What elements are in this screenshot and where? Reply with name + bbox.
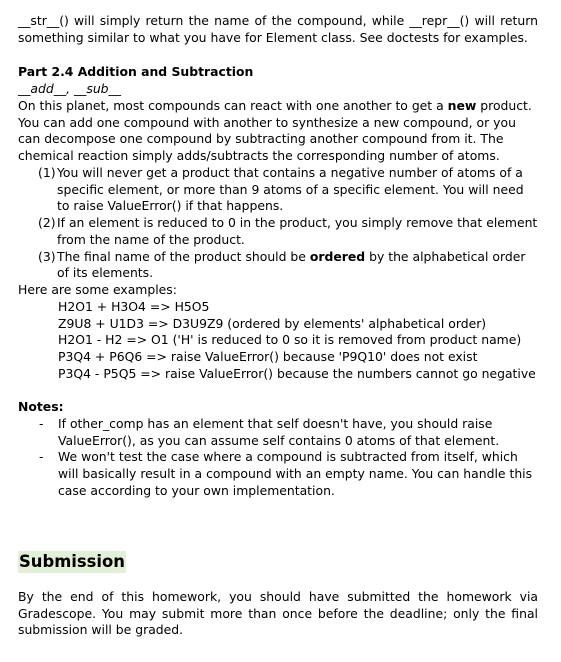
rule-text: If an element is reduced to 0 in the product, you simply remove that element from the name of the product. (57, 215, 538, 247)
part-paragraph (18, 98, 538, 165)
para-text-2: product. You can add one compound with another to synthesize a new compound, or you can decompose one compound by subtracting another compound from it. The chemical reaction simply adds/subtracts the corresponding number of atoms. (18, 98, 532, 164)
rule-number: (2) (38, 215, 56, 231)
note-item (18, 449, 538, 499)
intro-paragraph: __str__() will simply return the name of the compound, while __repr__() will return something similar to what you have for Element class. See doctests for examples. (18, 13, 538, 45)
rule-item (18, 215, 538, 248)
note-text: If other_comp has an element that self doesn't have, you should raise ValueError(), as you can assume self contains 0 atoms of that element. (58, 416, 500, 448)
note-item (18, 416, 538, 449)
example-line: H2O1 - H2 => O1 ('H' is reduced to 0 so it is removed from product name) (58, 332, 522, 348)
submission-paragraph: By the end of this homework, you should have submitted the homework via Gradescope. You may submit more than once before the deadline; only the final submission will be graded. (18, 589, 538, 638)
method-names: __add__, __sub__ (18, 81, 121, 96)
example-line: H2O1 + H3O4 => H5O5 (58, 299, 210, 314)
part-heading: Part 2.4 Addition and Subtraction (18, 64, 254, 79)
rule-item (18, 249, 538, 282)
rule-bold-ordered: ordered (309, 248, 366, 264)
para-text-1: On this planet, most compounds can react with one another to get a (18, 98, 448, 113)
rule-number: (1) (38, 165, 56, 180)
rules-list-wrapper (18, 165, 538, 282)
example-line: Z9U8 + U1D3 => D3U9Z9 (ordered by elements' alphabetical order) (58, 315, 487, 331)
rule-item (18, 165, 538, 215)
rule-text: You will never get a product that contains a negative number of atoms of a specific element, or more than 9 atoms of a specific element. You will need to raise ValueError() if that happens. (57, 165, 524, 214)
note-text: We won't test the case where a compound is subtracted from itself, which will basically result in a compound with an empty name. You can handle this case according to your own implementation. (58, 449, 533, 498)
bullet-dash: - (39, 416, 44, 431)
submission-heading: Submission (19, 552, 125, 571)
rules-list (18, 165, 538, 282)
notes-list-wrapper (18, 416, 538, 500)
notes-heading: Notes: (18, 399, 64, 414)
examples-list (18, 299, 538, 383)
example-line: P3Q4 + P6Q6 => raise ValueError() because 'P9Q10' does not exist (58, 349, 478, 365)
rule-text-before: The final name of the product should be (57, 248, 310, 264)
rule-text-after: by the alphabetical order of its elements. (57, 248, 526, 281)
bullet-dash: - (39, 449, 44, 465)
notes-list (18, 416, 538, 500)
rule-number: (3) (38, 248, 56, 264)
para-bold-new: new (447, 98, 477, 113)
examples-intro: Here are some examples: (18, 282, 177, 297)
example-line: P3Q4 - P5Q5 => raise ValueError() because the numbers cannot go negative (58, 365, 536, 381)
